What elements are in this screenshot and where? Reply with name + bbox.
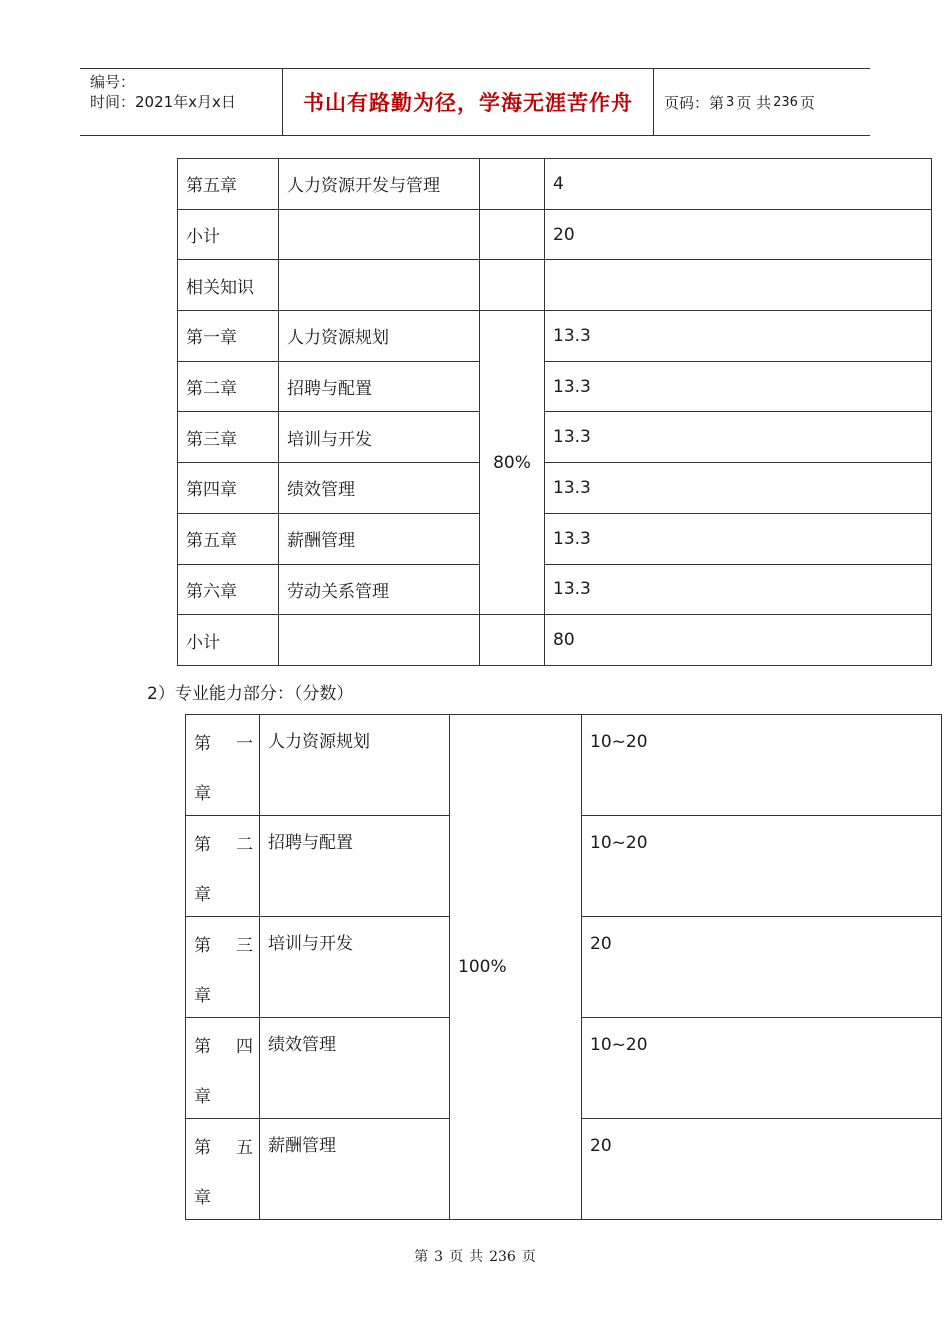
chapter-char: 二	[236, 835, 253, 855]
page-suffix: 页	[799, 93, 815, 112]
title-cell: 绩效管理	[260, 1018, 450, 1119]
chapter-char: 四	[236, 1037, 253, 1057]
chapter-cell: 第五章	[178, 513, 279, 564]
score-cell: 10~20	[582, 816, 942, 917]
chapter-char: 三	[236, 936, 253, 956]
chapter-cell: 第一章	[178, 311, 279, 362]
chapter-char: 五	[236, 1138, 253, 1158]
chapter-char: 第	[194, 734, 211, 754]
chapter-char: 章	[194, 1087, 211, 1107]
page-header	[80, 68, 870, 136]
title-cell: 薪酬管理	[279, 513, 480, 564]
section-2-label: 2）专业能力部分：（分数）	[147, 684, 354, 704]
title-cell: 培训与开发	[260, 917, 450, 1018]
score-cell: 10~20	[582, 1018, 942, 1119]
weight-cell	[480, 615, 545, 666]
table-row	[178, 159, 932, 210]
chapter-char: 章	[194, 986, 211, 1006]
score-cell: 13.3	[545, 564, 932, 615]
table-row	[178, 412, 932, 463]
title-cell: 薪酬管理	[260, 1119, 450, 1220]
header-page-info	[654, 69, 870, 135]
weight-cell	[480, 260, 545, 311]
chapter-cell	[186, 1018, 260, 1119]
chapter-char: 章	[194, 885, 211, 905]
chapter-char: 第	[194, 1138, 211, 1158]
title-cell: 招聘与配置	[279, 361, 480, 412]
footer-text: 第	[414, 1249, 429, 1265]
chapter-cell	[186, 816, 260, 917]
page-total: 236	[773, 94, 798, 110]
table-row	[178, 463, 932, 514]
chapter-char: 第	[194, 936, 211, 956]
score-cell: 20	[582, 917, 942, 1018]
table-row	[178, 311, 932, 362]
score-cell: 20	[582, 1119, 942, 1220]
chapter-char: 第	[194, 1037, 211, 1057]
weight-cell	[480, 209, 545, 260]
chapter-cell: 小计	[178, 209, 279, 260]
score-cell: 13.3	[545, 513, 932, 564]
footer-text: 共	[469, 1249, 484, 1265]
score-cell: 13.3	[545, 311, 932, 362]
score-cell: 20	[545, 209, 932, 260]
chapter-char: 一	[236, 734, 253, 754]
time-label: 时间：2021年x月x日	[90, 93, 236, 111]
title-cell: 培训与开发	[279, 412, 480, 463]
title-cell	[279, 209, 480, 260]
knowledge-score-table	[177, 158, 932, 666]
chapter-char: 第	[194, 835, 211, 855]
title-cell: 人力资源开发与管理	[279, 159, 480, 210]
title-cell	[279, 260, 480, 311]
chapter-char: 章	[194, 784, 211, 804]
footer-text: 页	[449, 1249, 464, 1265]
chapter-char: 章	[194, 1188, 211, 1208]
weight-cell: 100%	[450, 715, 582, 1220]
table-row	[178, 260, 932, 311]
title-cell: 人力资源规划	[260, 715, 450, 816]
page-footer	[0, 1246, 950, 1266]
score-cell	[545, 260, 932, 311]
score-cell: 10~20	[582, 715, 942, 816]
score-cell: 13.3	[545, 412, 932, 463]
professional-ability-table	[185, 714, 942, 1220]
score-cell: 13.3	[545, 361, 932, 412]
footer-page-total: 236	[489, 1249, 516, 1265]
chapter-cell	[186, 917, 260, 1018]
page-prefix: 页码：第	[664, 93, 725, 112]
title-cell	[279, 615, 480, 666]
table-row	[178, 564, 932, 615]
chapter-cell: 第六章	[178, 564, 279, 615]
chapter-cell: 小计	[178, 615, 279, 666]
table-row	[178, 513, 932, 564]
chapter-cell: 第五章	[178, 159, 279, 210]
score-cell: 80	[545, 615, 932, 666]
footer-page-number: 3	[434, 1249, 444, 1265]
weight-cell: 80%	[480, 311, 545, 615]
header-meta	[80, 69, 282, 135]
table-row	[178, 615, 932, 666]
title-cell: 劳动关系管理	[279, 564, 480, 615]
header-motto: 书山有路勤为径，学海无涯苦作舟	[282, 69, 654, 135]
chapter-cell: 第四章	[178, 463, 279, 514]
chapter-cell: 第二章	[178, 361, 279, 412]
serial-label: 编号：	[90, 73, 136, 91]
chapter-cell: 相关知识	[178, 260, 279, 311]
table-row	[186, 715, 942, 816]
page-number: 3	[726, 94, 735, 110]
score-cell: 13.3	[545, 463, 932, 514]
chapter-cell	[186, 1119, 260, 1220]
score-cell: 4	[545, 159, 932, 210]
chapter-cell	[186, 715, 260, 816]
weight-cell	[480, 159, 545, 210]
title-cell: 绩效管理	[279, 463, 480, 514]
title-cell: 人力资源规划	[279, 311, 480, 362]
table-row	[178, 361, 932, 412]
chapter-cell: 第三章	[178, 412, 279, 463]
footer-text: 页	[521, 1249, 536, 1265]
page-mid: 页 共	[736, 93, 772, 112]
table-row	[178, 209, 932, 260]
title-cell: 招聘与配置	[260, 816, 450, 917]
